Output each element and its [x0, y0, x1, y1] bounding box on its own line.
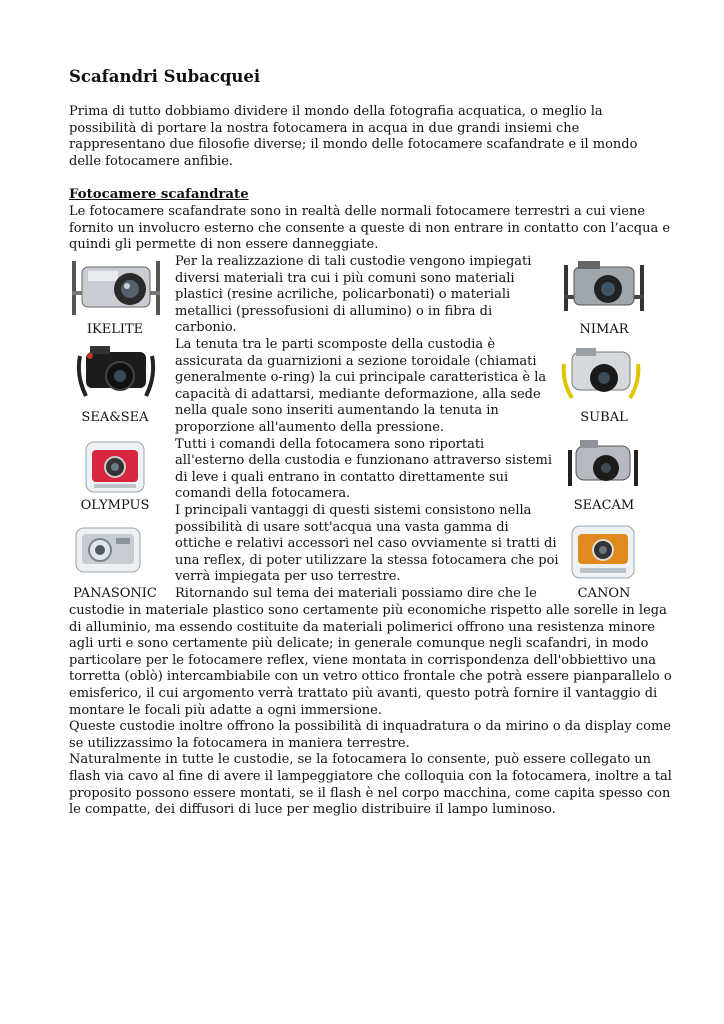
text-line: nella quale sono inseriti aumentando la tenuta in — [175, 403, 499, 419]
text-line: carbonio. — [175, 320, 237, 336]
text-line: metallici (pressofusioni di allumino) o in fibra di — [175, 303, 493, 319]
text-line: una reflex, di poter utilizzare la stessa fotocamera che poi — [175, 552, 559, 568]
text-line: Tutti i comandi della fotocamera sono riportati — [175, 436, 485, 452]
brand-label-ikelite: IKELITE — [86, 322, 144, 337]
brand-label-canon: CANON — [577, 586, 631, 601]
page-title: Scafandri Subacquei — [69, 67, 261, 86]
brand-label-seacam: SEACAM — [573, 498, 635, 513]
brand-label-seasea: SEA&SEA — [81, 410, 149, 425]
text-line: Per la realizzazione di tali custodie vengono impiegati — [175, 254, 532, 269]
text-line: all'esterno della custodia e funzionano attraverso sistemi — [175, 453, 553, 469]
text-line: rappresentano due filosofie diverse; il mondo delle fotocamere scafandrate e il mondo — [69, 137, 638, 153]
text-line: le compatte, dei diffusori di luce per meglio distribuire il lampo luminoso. — [69, 802, 556, 818]
text-line: assicurata da guarnizioni a sezione toroidale (chiamati — [175, 353, 537, 369]
text-line: Le fotocamere scafandrate sono in realtà delle normali fotocamere terrestri a cui viene — [69, 204, 646, 219]
text-line: di alluminio, ma essendo costituite da materiali polimerici offrono una resistenza minore — [69, 619, 655, 635]
text-line: diversi materiali tra cui i più comuni sono materiali — [175, 270, 515, 286]
subal-housing-photo — [560, 344, 642, 404]
seasea-housing-photo — [76, 342, 156, 402]
olympus-housing-photo — [80, 438, 150, 496]
text-line: capacità di adattarsi, mediante deformazione, alla sede — [175, 386, 541, 402]
text-line: di leve i quali entrano in contatto direttamente sui — [175, 469, 509, 485]
text-line: quindi gli permette di non essere danneggiate. — [69, 237, 379, 253]
text-line: ottiche e relativi accessori nel caso ovviamente si tratti di — [175, 536, 557, 552]
text-line: possibilità di portare la nostra fotocamera in acqua in due grandi insiemi che — [69, 120, 580, 136]
text-line: fornito un involucro esterno che consente a queste di non entrare in contatto con l’acqua e — [69, 220, 671, 236]
brand-label-panasonic: PANASONIC — [73, 586, 157, 601]
text-line: proporzione all'aumento della pressione. — [175, 419, 445, 435]
text-line: delle fotocamere anfibie. — [69, 153, 234, 169]
section-intro-paragraph — [69, 204, 671, 254]
seacam-housing-photo — [566, 436, 640, 494]
section-heading: Fotocamere scafandrate — [69, 187, 249, 202]
text-line: Prima di tutto dobbiamo dividere il mondo della fotografia acquatica, o meglio la — [69, 104, 603, 119]
brand-label-olympus: OLYMPUS — [80, 498, 150, 513]
canon-housing-photo — [566, 520, 640, 582]
center-column-text — [175, 254, 559, 602]
text-line: possibilità di usare sott'acqua una vasta gamma di — [175, 519, 509, 535]
text-line: La tenuta tra le parti scomposte della custodia è — [175, 336, 496, 352]
text-line: Ritornando sul tema dei materiali possiamo dire che le — [175, 585, 537, 601]
text-line: agli urti e sono certamente più delicate; in generale comunque negli scafandri, in modo — [69, 636, 649, 652]
text-line: I principali vantaggi di questi sistemi consistono nella — [175, 502, 532, 518]
text-line: proposito possono essere montati, se il flash è nel corpo macchina, come capita spesso con — [69, 785, 671, 801]
brand-label-subal: SUBAL — [580, 410, 628, 425]
text-line: torretta (oblò) intercambiabile con un vetro ottico frontale che potrà essere pianparallelo o — [69, 669, 672, 685]
text-line: verrà impiegata per uso terrestre. — [175, 569, 401, 585]
text-line: generalmente o-ring) la cui principale caratteristica è la — [175, 370, 547, 386]
body-paragraph — [69, 603, 672, 819]
text-line: comandi della fotocamera. — [175, 486, 351, 502]
text-line: flash via cavo al fine di avere il lampeggiatore che colloquia con la fotocamera, inoltre a tal — [69, 768, 672, 784]
text-line: montare le focali più adatte a ogni immersione. — [69, 702, 382, 718]
panasonic-housing-photo — [70, 520, 146, 578]
text-line: Naturalmente in tutte le custodie, se la fotocamera lo consente, può essere collegato un — [69, 752, 652, 768]
brand-label-nimar: NIMAR — [579, 322, 629, 337]
text-line: particolare per le fotocamere reflex, viene montata in corrispondenza dell'obbiettivo una — [69, 652, 657, 668]
text-line: se utilizzassimo la fotocamera in maniera terrestre. — [69, 735, 410, 751]
ikelite-housing-photo — [70, 255, 162, 321]
text-line: custodie in materiale plastico sono certamente più economiche rispetto alle sorelle in lega — [69, 603, 667, 618]
text-line: emisferico, il cui argomento verrà trattato più avanti, questo potrà fornire il vantaggio di — [69, 685, 658, 701]
text-line: plastici (resine acriliche, policarbonati) o materiali — [175, 287, 511, 303]
intro-paragraph — [69, 104, 659, 170]
nimar-housing-photo — [562, 255, 646, 321]
text-line: Queste custodie inoltre offrono la possibilità di inquadratura o da mirino o da display come — [69, 719, 671, 735]
